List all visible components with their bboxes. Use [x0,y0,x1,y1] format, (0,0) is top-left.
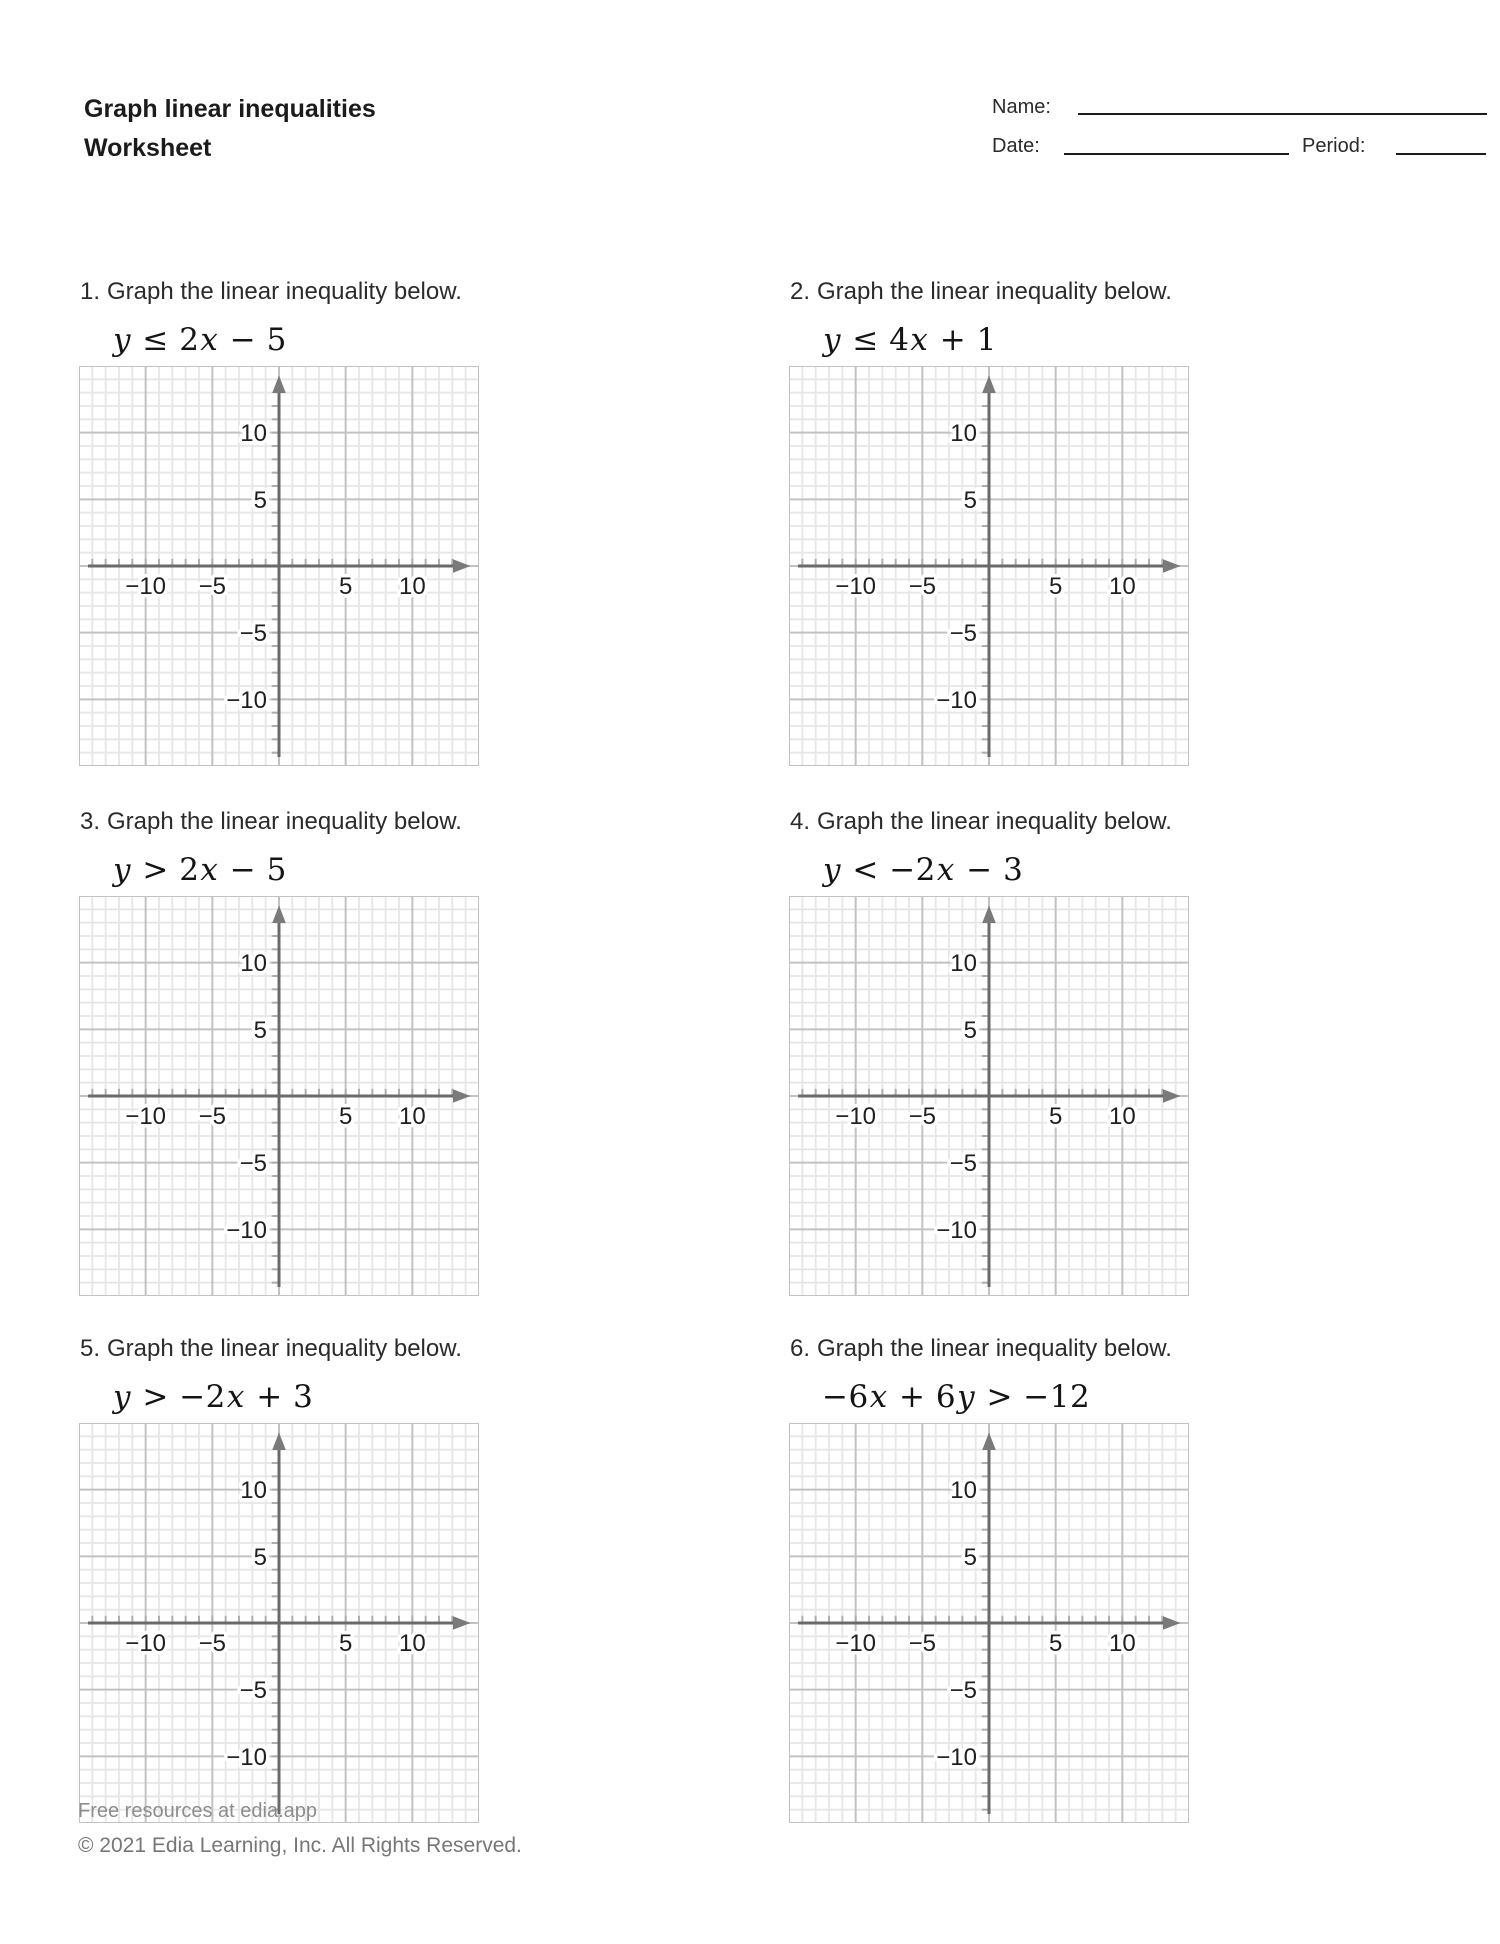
inequality-formula: y ≤ 4x + 1 [823,322,997,358]
axis-tick-label: −10 [936,686,977,714]
problem-prompt: Graph the linear inequality below. [107,808,462,835]
name-label: Name: [992,96,1051,118]
problem-number: 4. [790,808,811,835]
axis-tick-label: 10 [240,1477,267,1505]
problem-5 [80,1335,520,1835]
date-label: Date: [992,135,1040,157]
axis-tick-label: −5 [198,1103,227,1130]
page-title-line2: Worksheet [84,134,212,162]
axis-tick-label: 5 [1048,1630,1063,1657]
axis-tick-label: 5 [1048,573,1063,600]
coordinate-grid [789,1423,1189,1823]
problem-statement [80,278,462,306]
axis-tick-label: −5 [949,620,977,648]
axis-tick-label: 10 [950,420,977,448]
inequality-formula: y > 2x − 5 [113,852,287,888]
problem-statement [80,808,462,836]
axis-tick-label: 10 [240,950,267,978]
x-axis-arrow-icon [1163,1089,1181,1103]
axis-tick-label: 5 [338,1103,353,1130]
axis-tick-label: −5 [908,573,937,600]
axis-tick-label: 10 [950,1477,977,1505]
problem-1 [80,278,520,778]
axis-tick-label: 10 [1108,1103,1136,1130]
problem-6 [790,1335,1230,1835]
y-axis-arrow-icon [272,906,286,924]
axis-tick-label: −5 [908,1630,937,1657]
inequality-formula: y < −2x − 3 [823,852,1024,888]
footer-copyright-text: © 2021 Edia Learning, Inc. All Rights Reserved. [78,1834,522,1857]
y-axis-arrow-icon [982,1433,996,1451]
coordinate-grid-svg [789,1423,1189,1823]
coordinate-grid [789,896,1189,1296]
axis-tick-label: 10 [398,573,426,600]
problem-prompt: Graph the linear inequality below. [107,1335,462,1362]
y-axis-arrow-icon [982,906,996,924]
x-axis-labels [125,1103,425,1130]
problem-prompt: Graph the linear inequality below. [107,278,462,305]
axis-tick-label: −10 [936,1216,977,1244]
axis-tick-label: 5 [963,1016,977,1044]
period-label: Period: [1302,135,1366,157]
axis-tick-label: 10 [398,1103,426,1130]
problem-3 [80,808,520,1308]
page-title [84,90,376,168]
problem-number: 2. [790,278,811,305]
axis-tick-label: 10 [950,950,977,978]
y-axis-arrow-icon [272,1433,286,1451]
axis-tick-label: 10 [240,420,267,448]
problem-statement [80,1335,462,1363]
axis-tick-label: −10 [835,1630,877,1657]
inequality-formula: y ≤ 2x − 5 [113,322,287,358]
problem-prompt: Graph the linear inequality below. [817,278,1172,305]
axis-tick-label: −10 [226,1216,267,1244]
problem-number: 5. [80,1335,101,1362]
axis-tick-label: 5 [338,573,353,600]
axis-tick-label: −10 [125,1103,167,1130]
coordinate-grid-svg [789,896,1189,1296]
coordinate-grid [79,896,479,1296]
inequality-formula: −6x + 6y > −12 [822,1379,1091,1415]
axis-tick-label: 10 [398,1630,426,1657]
x-axis-labels [125,1630,425,1657]
coordinate-grid-svg [79,366,479,766]
problem-prompt: Graph the linear inequality below. [817,808,1172,835]
coordinate-grid [789,366,1189,766]
x-axis-labels [125,573,425,600]
x-axis-arrow-icon [453,559,471,573]
axis-tick-label: −5 [198,1630,227,1657]
problem-statement [790,1335,1172,1363]
coordinate-grid-svg [79,896,479,1296]
axis-tick-label: −5 [239,620,267,648]
coordinate-grid-svg [79,1423,479,1823]
axis-tick-label: 5 [253,1543,267,1571]
problem-number: 6. [790,1335,811,1362]
x-axis-arrow-icon [1163,1616,1181,1630]
axis-tick-label: 5 [253,486,267,514]
axis-tick-label: −10 [125,1630,167,1657]
axis-tick-label: 5 [253,1016,267,1044]
coordinate-grid-svg [789,366,1189,766]
axis-tick-label: −10 [936,1743,977,1771]
footer-resources-text: Free resources at edia.app [78,1800,318,1822]
x-axis-arrow-icon [1163,559,1181,573]
y-axis-arrow-icon [982,376,996,394]
axis-tick-label: 5 [963,1543,977,1571]
axis-tick-label: −10 [226,1743,267,1771]
axis-tick-label: 10 [1108,1630,1136,1657]
problem-2 [790,278,1230,778]
x-axis-labels [835,573,1135,600]
coordinate-grid [79,366,479,766]
period-blank-line [1396,153,1486,155]
page-title-line1: Graph linear inequalities [84,95,376,123]
problem-4 [790,808,1230,1308]
axis-tick-label: −5 [239,1150,267,1178]
date-blank-line [1064,153,1289,155]
problem-number: 1. [80,278,101,305]
axis-tick-label: −10 [835,573,877,600]
problem-statement [790,278,1172,306]
axis-tick-label: −5 [198,573,227,600]
axis-tick-label: −5 [949,1150,977,1178]
x-axis-arrow-icon [453,1089,471,1103]
axis-tick-label: 5 [338,1630,353,1657]
problem-number: 3. [80,808,101,835]
axis-tick-label: 5 [963,486,977,514]
axis-tick-label: −5 [949,1677,977,1705]
axis-tick-label: 10 [1108,573,1136,600]
axis-tick-label: −10 [226,686,267,714]
name-blank-line [1078,113,1487,115]
y-axis-arrow-icon [272,376,286,394]
axis-tick-label: −5 [908,1103,937,1130]
axis-tick-label: −5 [239,1677,267,1705]
problem-statement [790,808,1172,836]
coordinate-grid [79,1423,479,1823]
x-axis-arrow-icon [453,1616,471,1630]
axis-tick-label: −10 [835,1103,877,1130]
axis-tick-label: −10 [125,573,167,600]
axis-tick-label: 5 [1048,1103,1063,1130]
x-axis-labels [835,1630,1135,1657]
inequality-formula: y > −2x + 3 [113,1379,314,1415]
problem-prompt: Graph the linear inequality below. [817,1335,1172,1362]
x-axis-labels [835,1103,1135,1130]
